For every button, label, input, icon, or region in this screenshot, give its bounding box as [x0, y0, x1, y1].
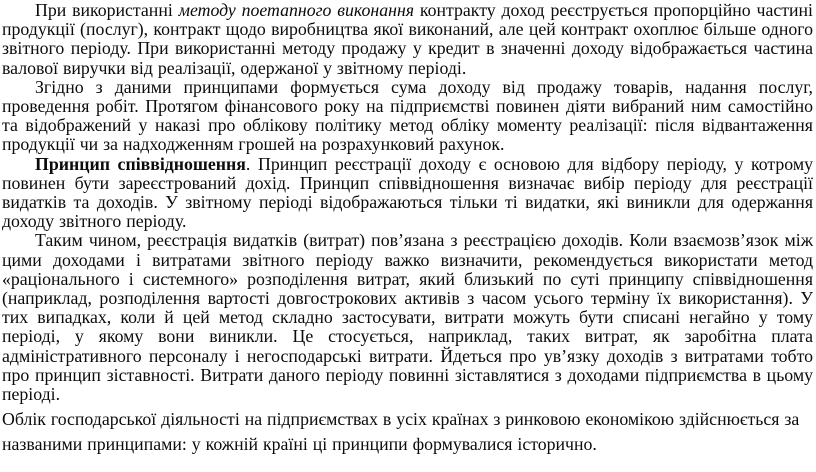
paragraph-accounting-conclusion — [2, 407, 813, 456]
paragraph-income-principles — [2, 78, 813, 155]
paragraph-stage-method — [2, 1, 813, 78]
text-run: контракту доход реєструється пропорційно частині продукції (послуг), контракт щодо виробництва якої виконаний, але цей контракт охоплює більше одного звітного періоду. При використанні методу продажу у кредит в значенні доходу відображається частина валової виручки від реалізації, одержаної у звітному періоді. — [2, 0, 814, 78]
text-run-bold: Принцип співвідношення — [35, 153, 246, 174]
text-run: При використанні — [35, 0, 179, 20]
text-run: Згідно з даними принципами формується сума доходу від продажу товарів, надання послуг, проведення робіт. Протягом фінансового року на підприємстві повинен діяти вибраний ним самостійно та відображений у наказі про облікову політику метод обліку моменту реалізації: після відвантаження продукції чи за надходженням грошей на розрахунковий рахунок. — [2, 76, 813, 155]
text-run: . Принцип реєстрації доходу є основою для відбору періоду, у котрому повинен бути зареєстрований дохід. Принцип співвідношення визначає вибір періоду для реєстрації видатків та доходів. У звітному періоді відображаються тільки ті видатки, які виникли для одержання доходу звітного періоду. — [2, 153, 813, 232]
paragraph-expense-registration — [2, 231, 813, 404]
text-run-italic: методу поетапного виконання — [178, 0, 415, 20]
paragraph-matching-principle — [2, 155, 813, 232]
text-run: Облік господарської діяльності на підприємствах в усіх країнах з ринковою економікою здійснюється за названими принципами: у кожній країні ці принципи формувалися історично. — [2, 409, 800, 454]
text-run: Таким чином, реєстрація видатків (витрат) пов’язана з реєстрацією доходів. Коли взаємозв’язок між цими доходами і витратами звітного періоду важко визначити, рекомендується використати метод «раціонального і системного» розподілення витрат, який близький по суті принципу співвідношення (наприклад, розподілення вартості довгострокових активів з часом усього терміну їх використання). У тих випадках, коли й цей метод складно застосувати, витрати можуть бути списані негайно у тому періоді, у якому вони виникли. Це стосується, наприклад, таких витрат, як заробітна плата адміністративного персоналу і негосподарські витрати. Йдеться про ув’язку доходів з витратами тобто про принцип зіставності. Витрати даного періоду повинні зіставлятися з доходами підприємства в цьому періоді. — [2, 230, 813, 405]
